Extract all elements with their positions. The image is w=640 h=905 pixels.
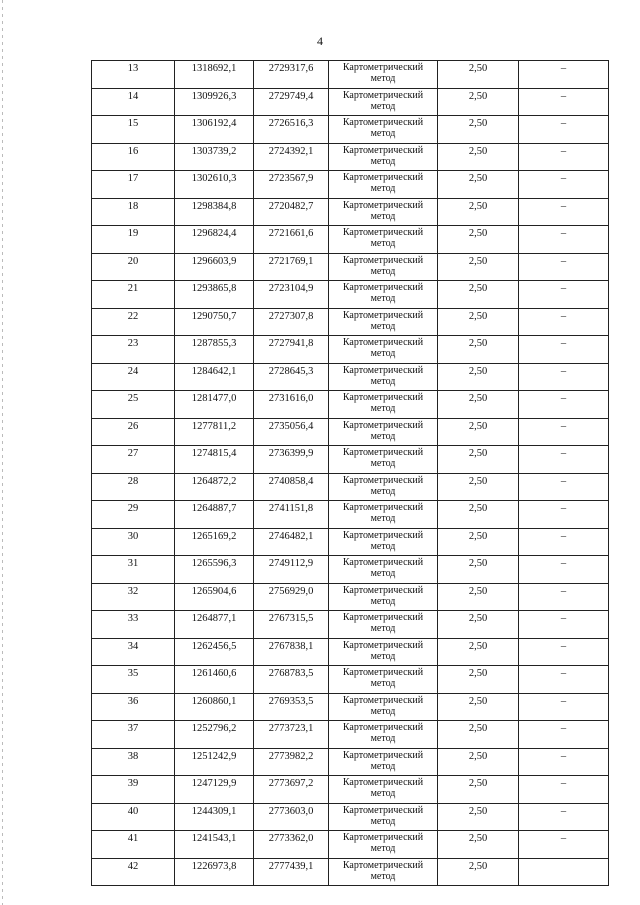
point-number-cell: 31: [92, 556, 175, 584]
table-row: [92, 336, 609, 364]
method-line: Картометрический: [342, 667, 424, 678]
table-row: [92, 363, 609, 391]
method-line: Картометрический: [342, 502, 424, 513]
method-line: Картометрический: [342, 612, 424, 623]
x-coordinate-cell: 1261460,6: [175, 666, 254, 694]
x-coordinate-cell: 1265904,6: [175, 583, 254, 611]
accuracy-cell: 2,50: [438, 61, 519, 89]
method-cell: [329, 391, 438, 419]
method-cell: [329, 363, 438, 391]
method-line: метод: [370, 265, 396, 277]
method-line: метод: [370, 155, 396, 167]
point-number-cell: 24: [92, 363, 175, 391]
x-coordinate-cell: 1264877,1: [175, 611, 254, 639]
method-line: Картометрический: [342, 529, 424, 541]
x-coordinate-cell: 1298384,8: [175, 198, 254, 226]
y-coordinate-cell: 2773603,0: [254, 803, 329, 831]
accuracy-cell: 2,50: [438, 556, 519, 584]
y-coordinate-cell: 2727941,8: [254, 336, 329, 364]
method-line: метод: [370, 760, 396, 772]
method-cell: [329, 88, 438, 116]
accuracy-cell: 2,50: [438, 171, 519, 199]
point-number-cell: 19: [92, 226, 175, 254]
method-line: метод: [370, 733, 396, 744]
method-line: метод: [370, 540, 396, 552]
method-line: Картометрический: [342, 227, 424, 238]
method-line: метод: [370, 623, 396, 634]
method-line: метод: [370, 458, 396, 469]
accuracy-cell: 2,50: [438, 831, 519, 859]
accuracy-cell: 2,50: [438, 528, 519, 556]
point-number-cell: 15: [92, 116, 175, 144]
method-line: Картометрический: [342, 144, 424, 156]
method-line: Картометрический: [342, 777, 424, 788]
y-coordinate-cell: 2729317,6: [254, 61, 329, 89]
description-cell: –: [519, 583, 609, 611]
point-number-cell: 13: [92, 61, 175, 89]
method-line: Картометрический: [342, 832, 424, 843]
method-line: Картометрический: [342, 804, 424, 816]
y-coordinate-cell: 2721769,1: [254, 253, 329, 281]
table-row: [92, 116, 609, 144]
method-line: метод: [370, 788, 396, 799]
description-cell: –: [519, 638, 609, 666]
table-row: [92, 556, 609, 584]
description-cell: –: [519, 528, 609, 556]
y-coordinate-cell: 2773723,1: [254, 721, 329, 749]
y-coordinate-cell: 2741151,8: [254, 501, 329, 529]
method-line: Картометрический: [342, 639, 424, 651]
method-line: Картометрический: [342, 364, 424, 376]
method-line: метод: [370, 678, 396, 689]
method-cell: [329, 528, 438, 556]
method-cell: [329, 638, 438, 666]
accuracy-cell: 2,50: [438, 336, 519, 364]
y-coordinate-cell: 2723567,9: [254, 171, 329, 199]
method-cell: [329, 308, 438, 336]
method-line: метод: [370, 485, 396, 497]
table-row: [92, 446, 609, 474]
description-cell: –: [519, 418, 609, 446]
table-row: [92, 611, 609, 639]
description-cell: –: [519, 171, 609, 199]
description-cell: –: [519, 693, 609, 721]
description-cell: –: [519, 666, 609, 694]
method-cell: [329, 336, 438, 364]
table-row: [92, 198, 609, 226]
description-cell: –: [519, 61, 609, 89]
x-coordinate-cell: 1244309,1: [175, 803, 254, 831]
point-number-cell: 34: [92, 638, 175, 666]
x-coordinate-cell: 1309926,3: [175, 88, 254, 116]
x-coordinate-cell: 1260860,1: [175, 693, 254, 721]
table-row: [92, 831, 609, 859]
point-number-cell: 40: [92, 803, 175, 831]
coordinates-table: [91, 60, 609, 886]
coordinates-table-body: [92, 61, 609, 886]
description-cell: [519, 858, 609, 886]
description-cell: –: [519, 143, 609, 171]
accuracy-cell: 2,50: [438, 776, 519, 804]
x-coordinate-cell: 1306192,4: [175, 116, 254, 144]
method-line: метод: [370, 73, 396, 84]
description-cell: –: [519, 556, 609, 584]
y-coordinate-cell: 2726516,3: [254, 116, 329, 144]
table-row: [92, 88, 609, 116]
y-coordinate-cell: 2767838,1: [254, 638, 329, 666]
table-row: [92, 226, 609, 254]
method-cell: [329, 556, 438, 584]
point-number-cell: 29: [92, 501, 175, 529]
y-coordinate-cell: 2768783,5: [254, 666, 329, 694]
x-coordinate-cell: 1262456,5: [175, 638, 254, 666]
accuracy-cell: 2,50: [438, 391, 519, 419]
x-coordinate-cell: 1241543,1: [175, 831, 254, 859]
accuracy-cell: 2,50: [438, 583, 519, 611]
x-coordinate-cell: 1226973,8: [175, 858, 254, 886]
method-cell: [329, 611, 438, 639]
x-coordinate-cell: 1284642,1: [175, 363, 254, 391]
method-line: Картометрический: [342, 199, 424, 211]
x-coordinate-cell: 1265596,3: [175, 556, 254, 584]
table-row: [92, 501, 609, 529]
method-line: Картометрический: [342, 172, 424, 183]
y-coordinate-cell: 2773982,2: [254, 748, 329, 776]
point-number-cell: 22: [92, 308, 175, 336]
method-line: метод: [370, 348, 396, 359]
method-line: Картометрический: [342, 694, 424, 706]
method-line: метод: [370, 595, 396, 607]
method-line: Картометрический: [342, 419, 424, 431]
method-line: метод: [370, 403, 396, 414]
method-cell: [329, 501, 438, 529]
description-cell: –: [519, 308, 609, 336]
y-coordinate-cell: 2740858,4: [254, 473, 329, 501]
y-coordinate-cell: 2720482,7: [254, 198, 329, 226]
y-coordinate-cell: 2728645,3: [254, 363, 329, 391]
method-cell: [329, 61, 438, 89]
x-coordinate-cell: 1293865,8: [175, 281, 254, 309]
description-cell: –: [519, 88, 609, 116]
accuracy-cell: 2,50: [438, 226, 519, 254]
accuracy-cell: 2,50: [438, 721, 519, 749]
x-coordinate-cell: 1302610,3: [175, 171, 254, 199]
point-number-cell: 37: [92, 721, 175, 749]
x-coordinate-cell: 1247129,9: [175, 776, 254, 804]
accuracy-cell: 2,50: [438, 446, 519, 474]
point-number-cell: 18: [92, 198, 175, 226]
description-cell: –: [519, 776, 609, 804]
method-line: метод: [370, 870, 396, 882]
method-line: метод: [370, 183, 396, 194]
method-line: метод: [370, 320, 396, 332]
point-number-cell: 27: [92, 446, 175, 474]
point-number-cell: 35: [92, 666, 175, 694]
description-cell: –: [519, 226, 609, 254]
method-cell: [329, 281, 438, 309]
table-row: [92, 308, 609, 336]
y-coordinate-cell: 2736399,9: [254, 446, 329, 474]
method-line: Картометрический: [342, 749, 424, 761]
method-line: метод: [370, 210, 396, 222]
point-number-cell: 38: [92, 748, 175, 776]
method-line: метод: [370, 430, 396, 442]
point-number-cell: 20: [92, 253, 175, 281]
method-line: Картометрический: [342, 859, 424, 871]
point-number-cell: 16: [92, 143, 175, 171]
x-coordinate-cell: 1264887,7: [175, 501, 254, 529]
table-row: [92, 638, 609, 666]
method-cell: [329, 831, 438, 859]
accuracy-cell: 2,50: [438, 803, 519, 831]
description-cell: –: [519, 281, 609, 309]
accuracy-cell: 2,50: [438, 638, 519, 666]
description-cell: –: [519, 391, 609, 419]
method-line: метод: [370, 238, 396, 249]
point-number-cell: 39: [92, 776, 175, 804]
method-cell: [329, 418, 438, 446]
y-coordinate-cell: 2777439,1: [254, 858, 329, 886]
description-cell: –: [519, 198, 609, 226]
method-line: метод: [370, 843, 396, 854]
table-row: [92, 583, 609, 611]
accuracy-cell: 2,50: [438, 253, 519, 281]
accuracy-cell: 2,50: [438, 281, 519, 309]
point-number-cell: 21: [92, 281, 175, 309]
method-cell: [329, 666, 438, 694]
accuracy-cell: 2,50: [438, 666, 519, 694]
y-coordinate-cell: 2749112,9: [254, 556, 329, 584]
method-cell: [329, 721, 438, 749]
accuracy-cell: 2,50: [438, 693, 519, 721]
point-number-cell: 33: [92, 611, 175, 639]
method-line: метод: [370, 128, 396, 139]
y-coordinate-cell: 2756929,0: [254, 583, 329, 611]
y-coordinate-cell: 2724392,1: [254, 143, 329, 171]
accuracy-cell: 2,50: [438, 611, 519, 639]
method-line: метод: [370, 650, 396, 662]
accuracy-cell: 2,50: [438, 308, 519, 336]
description-cell: –: [519, 363, 609, 391]
description-cell: –: [519, 501, 609, 529]
table-row: [92, 143, 609, 171]
table-row: [92, 253, 609, 281]
accuracy-cell: 2,50: [438, 858, 519, 886]
accuracy-cell: 2,50: [438, 88, 519, 116]
accuracy-cell: 2,50: [438, 418, 519, 446]
method-line: Картометрический: [342, 62, 424, 73]
x-coordinate-cell: 1264872,2: [175, 473, 254, 501]
point-number-cell: 14: [92, 88, 175, 116]
accuracy-cell: 2,50: [438, 143, 519, 171]
method-line: Картометрический: [342, 722, 424, 733]
x-coordinate-cell: 1296603,9: [175, 253, 254, 281]
x-coordinate-cell: 1251242,9: [175, 748, 254, 776]
x-coordinate-cell: 1281477,0: [175, 391, 254, 419]
method-cell: [329, 446, 438, 474]
table-row: [92, 418, 609, 446]
x-coordinate-cell: 1265169,2: [175, 528, 254, 556]
y-coordinate-cell: 2729749,4: [254, 88, 329, 116]
point-number-cell: 36: [92, 693, 175, 721]
method-line: метод: [370, 100, 396, 112]
y-coordinate-cell: 2773362,0: [254, 831, 329, 859]
y-coordinate-cell: 2721661,6: [254, 226, 329, 254]
y-coordinate-cell: 2727307,8: [254, 308, 329, 336]
description-cell: –: [519, 721, 609, 749]
table-row: [92, 528, 609, 556]
point-number-cell: 41: [92, 831, 175, 859]
method-cell: [329, 171, 438, 199]
point-number-cell: 23: [92, 336, 175, 364]
method-line: Картометрический: [342, 392, 424, 403]
table-row: [92, 748, 609, 776]
x-coordinate-cell: 1252796,2: [175, 721, 254, 749]
method-line: метод: [370, 705, 396, 717]
table-row: [92, 803, 609, 831]
method-line: Картометрический: [342, 337, 424, 348]
method-cell: [329, 253, 438, 281]
table-row: [92, 171, 609, 199]
point-number-cell: 30: [92, 528, 175, 556]
table-row: [92, 858, 609, 886]
method-cell: [329, 693, 438, 721]
accuracy-cell: 2,50: [438, 363, 519, 391]
x-coordinate-cell: 1318692,1: [175, 61, 254, 89]
method-line: Картометрический: [342, 89, 424, 101]
table-row: [92, 281, 609, 309]
table-row: [92, 721, 609, 749]
description-cell: –: [519, 253, 609, 281]
page-number: 4: [317, 34, 323, 48]
point-number-cell: 25: [92, 391, 175, 419]
method-cell: [329, 748, 438, 776]
description-cell: –: [519, 336, 609, 364]
x-coordinate-cell: 1303739,2: [175, 143, 254, 171]
method-line: Картометрический: [342, 474, 424, 486]
method-cell: [329, 116, 438, 144]
point-number-cell: 17: [92, 171, 175, 199]
table-row: [92, 473, 609, 501]
method-line: Картометрический: [342, 117, 424, 128]
table-row: [92, 776, 609, 804]
y-coordinate-cell: 2735056,4: [254, 418, 329, 446]
method-line: Картометрический: [342, 584, 424, 596]
y-coordinate-cell: 2731616,0: [254, 391, 329, 419]
x-coordinate-cell: 1287855,3: [175, 336, 254, 364]
description-cell: –: [519, 748, 609, 776]
description-cell: –: [519, 446, 609, 474]
y-coordinate-cell: 2773697,2: [254, 776, 329, 804]
method-cell: [329, 583, 438, 611]
description-cell: –: [519, 611, 609, 639]
accuracy-cell: 2,50: [438, 116, 519, 144]
method-line: метод: [370, 375, 396, 387]
y-coordinate-cell: 2746482,1: [254, 528, 329, 556]
y-coordinate-cell: 2767315,5: [254, 611, 329, 639]
point-number-cell: 26: [92, 418, 175, 446]
point-number-cell: 28: [92, 473, 175, 501]
accuracy-cell: 2,50: [438, 501, 519, 529]
x-coordinate-cell: 1290750,7: [175, 308, 254, 336]
table-row: [92, 391, 609, 419]
method-cell: [329, 776, 438, 804]
scan-edge: [2, 0, 3, 905]
table-row: [92, 666, 609, 694]
table-row: [92, 61, 609, 89]
method-cell: [329, 858, 438, 886]
y-coordinate-cell: 2723104,9: [254, 281, 329, 309]
y-coordinate-cell: 2769353,5: [254, 693, 329, 721]
x-coordinate-cell: 1277811,2: [175, 418, 254, 446]
method-cell: [329, 473, 438, 501]
method-line: метод: [370, 568, 396, 579]
method-cell: [329, 198, 438, 226]
method-line: метод: [370, 293, 396, 304]
method-line: Картометрический: [342, 309, 424, 321]
method-line: метод: [370, 815, 396, 827]
method-line: Картометрический: [342, 447, 424, 458]
accuracy-cell: 2,50: [438, 198, 519, 226]
method-cell: [329, 143, 438, 171]
point-number-cell: 42: [92, 858, 175, 886]
point-number-cell: 32: [92, 583, 175, 611]
method-line: Картометрический: [342, 557, 424, 568]
method-cell: [329, 803, 438, 831]
accuracy-cell: 2,50: [438, 748, 519, 776]
description-cell: –: [519, 116, 609, 144]
x-coordinate-cell: 1274815,4: [175, 446, 254, 474]
description-cell: –: [519, 831, 609, 859]
method-line: Картометрический: [342, 254, 424, 266]
method-line: Картометрический: [342, 282, 424, 293]
x-coordinate-cell: 1296824,4: [175, 226, 254, 254]
table-row: [92, 693, 609, 721]
description-cell: –: [519, 473, 609, 501]
method-line: метод: [370, 513, 396, 524]
description-cell: –: [519, 803, 609, 831]
method-cell: [329, 226, 438, 254]
accuracy-cell: 2,50: [438, 473, 519, 501]
